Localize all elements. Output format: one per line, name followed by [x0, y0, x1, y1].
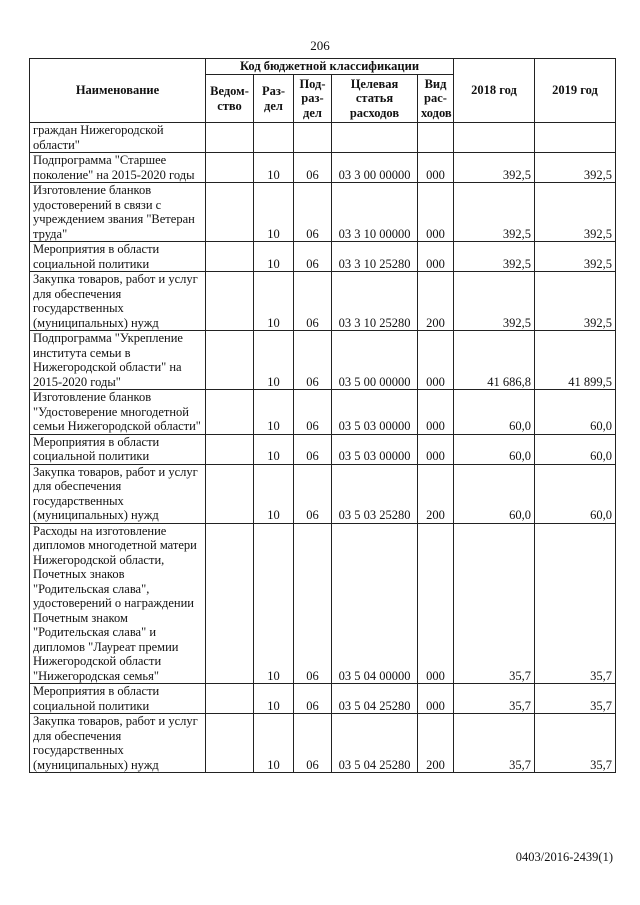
row-name: Изготовление бланков "Удостоверение многодетной семьи Нижегородской области": [30, 390, 206, 435]
row-name: Мероприятия в области социальной политики: [30, 434, 206, 464]
row-2019: 392,5: [535, 242, 616, 272]
row-celevaya: 03 5 03 00000: [332, 390, 418, 435]
row-2019: 60,0: [535, 464, 616, 523]
table-body: [30, 123, 616, 773]
row-2019: 392,5: [535, 183, 616, 242]
row-vid: 000: [418, 331, 454, 390]
row-razdel: 10: [254, 331, 294, 390]
row-celevaya: [332, 123, 418, 153]
row-vedomstvo: [206, 684, 254, 714]
row-2018: 35,7: [454, 684, 535, 714]
header-razdel: Раз-дел: [254, 75, 294, 123]
row-2018: 392,5: [454, 183, 535, 242]
row-vedomstvo: [206, 331, 254, 390]
row-podrazdel: [294, 123, 332, 153]
row-vid: 000: [418, 183, 454, 242]
row-2018: 60,0: [454, 434, 535, 464]
row-podrazdel: 06: [294, 523, 332, 684]
row-2018: 392,5: [454, 272, 535, 331]
table-row: [30, 714, 616, 773]
table-row: [30, 684, 616, 714]
table-row: [30, 242, 616, 272]
row-vedomstvo: [206, 390, 254, 435]
row-podrazdel: 06: [294, 714, 332, 773]
table-row: [30, 390, 616, 435]
header-year-2019: 2019 год: [535, 59, 616, 123]
row-vedomstvo: [206, 464, 254, 523]
row-razdel: 10: [254, 272, 294, 331]
row-razdel: 10: [254, 390, 294, 435]
row-vid: [418, 123, 454, 153]
row-podrazdel: 06: [294, 390, 332, 435]
table-row: [30, 523, 616, 684]
row-podrazdel: 06: [294, 183, 332, 242]
header-name: Наименование: [30, 59, 206, 123]
row-razdel: 10: [254, 464, 294, 523]
row-celevaya: 03 5 03 25280: [332, 464, 418, 523]
row-name: Подпрограмма "Укрепление института семьи в Нижегородской области" на 2015-2020 годы": [30, 331, 206, 390]
row-name: Закупка товаров, работ и услуг для обеспечения государственных (муниципальных) нужд: [30, 272, 206, 331]
row-name: Закупка товаров, работ и услуг для обеспечения государственных (муниципальных) нужд: [30, 464, 206, 523]
row-2018: 60,0: [454, 390, 535, 435]
row-celevaya: 03 5 04 00000: [332, 523, 418, 684]
page-number: 206: [310, 38, 330, 53]
row-podrazdel: 06: [294, 464, 332, 523]
row-2018: 41 686,8: [454, 331, 535, 390]
row-razdel: 10: [254, 183, 294, 242]
header-celevaya-statya: Целевая статья расходов: [332, 75, 418, 123]
row-2019: [535, 123, 616, 153]
row-razdel: 10: [254, 714, 294, 773]
row-2019: 35,7: [535, 714, 616, 773]
header-vid-rashodov: Вид рас-ходов: [418, 75, 454, 123]
row-vedomstvo: [206, 272, 254, 331]
row-name: граждан Нижегородской области": [30, 123, 206, 153]
row-vid: 000: [418, 390, 454, 435]
row-2018: 35,7: [454, 523, 535, 684]
row-name: Расходы на изготовление дипломов многодетной матери Нижегородской области, Почетных знаков "Родительская слава", удостоверений о награждении Почетным знаком "Родительская слава" и дипломов "Лауреат премии Нижегородской области "Нижегородская семья": [30, 523, 206, 684]
row-2018: 60,0: [454, 464, 535, 523]
row-celevaya: 03 3 00 00000: [332, 153, 418, 183]
header-classification: Код бюджетной классификации: [206, 59, 454, 75]
row-2019: 35,7: [535, 684, 616, 714]
row-2018: [454, 123, 535, 153]
header-podrazdel: Под-раз-дел: [294, 75, 332, 123]
row-podrazdel: 06: [294, 242, 332, 272]
row-2019: 60,0: [535, 390, 616, 435]
row-podrazdel: 06: [294, 331, 332, 390]
row-vid: 000: [418, 153, 454, 183]
row-razdel: 10: [254, 242, 294, 272]
row-vid: 000: [418, 434, 454, 464]
row-name: Закупка товаров, работ и услуг для обеспечения государственных (муниципальных) нужд: [30, 714, 206, 773]
table-row: [30, 464, 616, 523]
row-vid: 000: [418, 684, 454, 714]
row-celevaya: 03 3 10 25280: [332, 272, 418, 331]
row-2019: 392,5: [535, 272, 616, 331]
row-celevaya: 03 3 10 00000: [332, 183, 418, 242]
row-2019: 60,0: [535, 434, 616, 464]
row-vid: 200: [418, 464, 454, 523]
row-vid: 200: [418, 714, 454, 773]
row-2019: 41 899,5: [535, 331, 616, 390]
row-vedomstvo: [206, 523, 254, 684]
row-celevaya: 03 5 03 00000: [332, 434, 418, 464]
row-2018: 392,5: [454, 242, 535, 272]
row-celevaya: 03 5 04 25280: [332, 684, 418, 714]
row-vedomstvo: [206, 434, 254, 464]
row-vedomstvo: [206, 714, 254, 773]
row-podrazdel: 06: [294, 684, 332, 714]
table-row: [30, 123, 616, 153]
budget-table: [29, 58, 616, 773]
row-vid: 000: [418, 242, 454, 272]
row-celevaya: 03 5 04 25280: [332, 714, 418, 773]
table-header: [30, 59, 616, 123]
row-razdel: 10: [254, 434, 294, 464]
row-2019: 392,5: [535, 153, 616, 183]
table-row: [30, 331, 616, 390]
row-vedomstvo: [206, 183, 254, 242]
table-row: [30, 434, 616, 464]
row-razdel: 10: [254, 523, 294, 684]
row-vedomstvo: [206, 153, 254, 183]
row-name: Подпрограмма "Старшее поколение" на 2015-2020 годы: [30, 153, 206, 183]
row-name: Мероприятия в области социальной политики: [30, 684, 206, 714]
row-razdel: 10: [254, 153, 294, 183]
row-name: Мероприятия в области социальной политики: [30, 242, 206, 272]
row-vedomstvo: [206, 123, 254, 153]
table-row: [30, 272, 616, 331]
row-vid: 000: [418, 523, 454, 684]
row-2018: 35,7: [454, 714, 535, 773]
table-row: [30, 183, 616, 242]
row-name: Изготовление бланков удостоверений в связи с учреждением звания "Ветеран труда": [30, 183, 206, 242]
row-2019: 35,7: [535, 523, 616, 684]
document-code: 0403/2016-2439(1): [515, 850, 613, 864]
row-podrazdel: 06: [294, 272, 332, 331]
row-podrazdel: 06: [294, 434, 332, 464]
header-vedomstvo: Ведом-ство: [206, 75, 254, 123]
row-podrazdel: 06: [294, 153, 332, 183]
row-celevaya: 03 5 00 00000: [332, 331, 418, 390]
row-celevaya: 03 3 10 25280: [332, 242, 418, 272]
table-row: [30, 153, 616, 183]
row-vedomstvo: [206, 242, 254, 272]
row-razdel: 10: [254, 684, 294, 714]
row-razdel: [254, 123, 294, 153]
header-year-2018: 2018 год: [454, 59, 535, 123]
row-2018: 392,5: [454, 153, 535, 183]
row-vid: 200: [418, 272, 454, 331]
